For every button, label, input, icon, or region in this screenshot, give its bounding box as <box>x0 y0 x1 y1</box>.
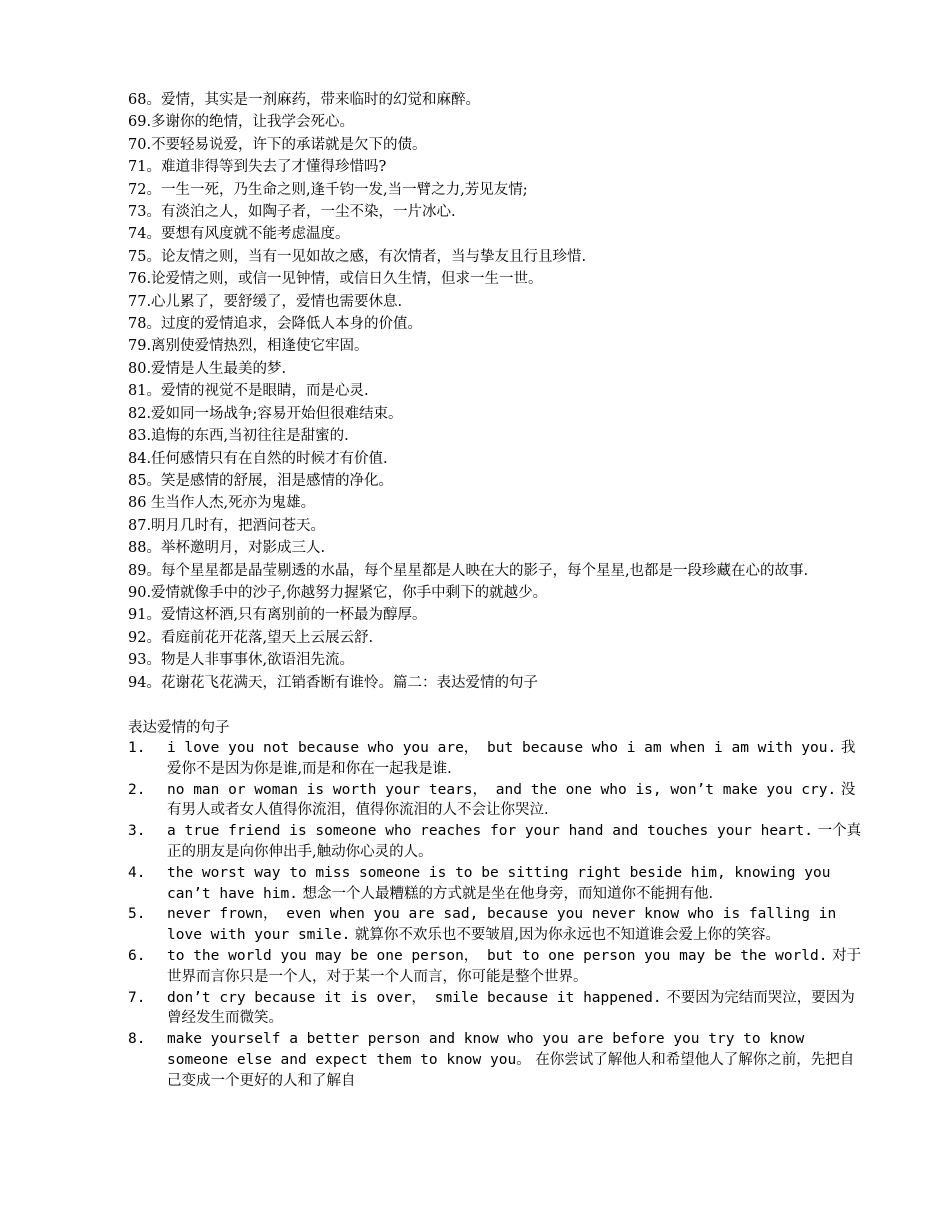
quote-78: 78。过度的爱情追求，会降低人本身的价值。 <box>128 316 422 333</box>
quote-88: 88。举杯邀明月，对影成三人. <box>128 540 326 557</box>
section-heading: 表达爱情的句子 <box>128 720 230 736</box>
item-number: 4. <box>128 864 146 881</box>
quote-68: 68。爱情，其实是一剂麻药，带来临时的幻觉和麻醉。 <box>128 92 480 108</box>
quote-89: 89。每个星星都是晶莹剔透的水晶，每个星星都是人映在大的影子，每个星星,也都是一段珍藏在心的故事. <box>128 562 809 579</box>
list-item <box>128 946 863 988</box>
item-number: 2. <box>128 781 146 798</box>
chinese-text: 一个真正的朋友是向你伸出手,触动你心灵的人。 <box>167 823 862 860</box>
item-number: 6. <box>128 947 146 964</box>
chinese-text: 对于世界而言你只是一个人，对于某一个人而言，你可能是整个世界。 <box>167 947 862 985</box>
quote-91: 91。爱情这杯酒,只有离别前的一杯最为醇厚。 <box>128 607 427 624</box>
chinese-text: 在你尝试了解他人和希望他人了解你之前，先把自己变成一个更好的人和了解自 <box>167 1051 855 1089</box>
chinese-text: 就算你不欢乐也不要皱眉,因为你永远也不知道谁会爱上你的笑容。 <box>350 927 781 944</box>
english-text: don’t cry because it is over， smile because it happened. <box>167 989 662 1006</box>
quote-93: 93。物是人非事事休,欲语泪先流。 <box>128 652 355 669</box>
english-text: make yourself a better person and know who you are before you try to know someone else and expect them to know you。 <box>167 1031 805 1068</box>
quote-87: 87.明月几时有，把酒问苍天。 <box>128 517 326 534</box>
item-number: 5. <box>128 906 146 923</box>
quote-92: 92。看庭前花开花落,望天上云展云舒. <box>128 629 374 646</box>
list-item <box>128 780 863 822</box>
chinese-text: 我爱你不是因为你是谁,而是和你在一起我是谁. <box>167 740 856 777</box>
list-item <box>128 988 863 1030</box>
quote-69: 69.多谢你的绝情，让我学会死心。 <box>128 114 355 131</box>
english-text: the worst way to miss someone is to be sitting right beside him, knowing you can’t have him. <box>167 864 831 902</box>
english-text: a true friend is someone who reaches for your hand and touches your heart. <box>167 823 814 840</box>
quote-70: 70.不要轻易说爱，许下的承诺就是欠下的债。 <box>128 136 427 153</box>
chinese-text: 没有男人或者女人值得你流泪，值得你流泪的人不会让你哭泣. <box>167 781 856 819</box>
list-item <box>128 904 863 946</box>
list-item <box>128 738 863 780</box>
quote-90: 90.爱情就像手中的沙子,你越努力握紧它，你手中剩下的就越少。 <box>128 584 548 601</box>
quote-76: 76.论爱情之则，或信一见钟情，或信日久生情，但求一生一世。 <box>128 271 543 288</box>
english-text: no man or woman is worth your tears， and the one who is, won’t make you cry. <box>167 781 837 798</box>
english-text: to the world you may be one person， but to one person you may be the world. <box>167 947 828 964</box>
english-quote-list <box>128 738 863 1092</box>
quote-83: 83.追悔的东西,当初往往是甜蜜的. <box>128 428 349 445</box>
item-number: 3. <box>128 823 146 840</box>
quote-73: 73。有淡泊之人，如陶子者，一尘不染，一片冰心. <box>128 204 456 221</box>
chinese-text: 想念一个人最糟糕的方式就是坐在他身旁，而知道你不能拥有他. <box>297 885 714 902</box>
quote-82: 82.爱如同一场战争;容易开始但很难结束。 <box>128 405 403 422</box>
quote-85: 85。笑是感情的舒展，泪是感情的净化。 <box>128 472 393 489</box>
list-item <box>128 821 863 863</box>
item-number: 8. <box>128 1031 146 1048</box>
quote-81: 81。爱情的视觉不是眼睛，而是心灵. <box>128 383 369 400</box>
english-text: never frown， even when you are sad, because you never know who is falling in love with your smile. <box>167 906 837 944</box>
quote-79: 79.离别使爱情热烈，相逢使它牢固。 <box>128 338 369 355</box>
quote-71: 71。难道非得等到失去了才懂得珍惜吗? <box>128 159 387 176</box>
list-item <box>128 863 863 905</box>
quote-84: 84.任何感情只有在自然的时候才有价值. <box>128 450 388 467</box>
quote-80: 80.爱情是人生最美的梦. <box>128 360 287 377</box>
item-number: 1. <box>128 740 146 756</box>
english-text: i love you not because who you are， but because who i am when i am with you. <box>167 740 837 756</box>
quote-74: 74。要想有风度就不能考虑温度。 <box>128 226 350 243</box>
quote-77: 77.心儿累了，要舒缓了，爱情也需要休息. <box>128 293 403 310</box>
list-item <box>128 1029 863 1091</box>
quote-94: 94。花谢花飞花满天，江销香断有谁怜。篇二：表达爱情的句子 <box>128 674 538 691</box>
quote-list <box>88 89 863 694</box>
quote-72: 72。一生一死，乃生命之则,逢千钧一发,当一臂之力,芳见友情; <box>128 181 528 198</box>
quote-86: 86 生当作人杰,死亦为鬼雄。 <box>128 495 316 512</box>
item-number: 7. <box>128 989 146 1006</box>
quote-75: 75。论友情之则，当有一见如故之感，有次情者，当与挚友且行且珍惜. <box>128 248 587 265</box>
chinese-text: 不要因为完结而哭泣，要因为曾经发生而微笑。 <box>167 989 855 1027</box>
